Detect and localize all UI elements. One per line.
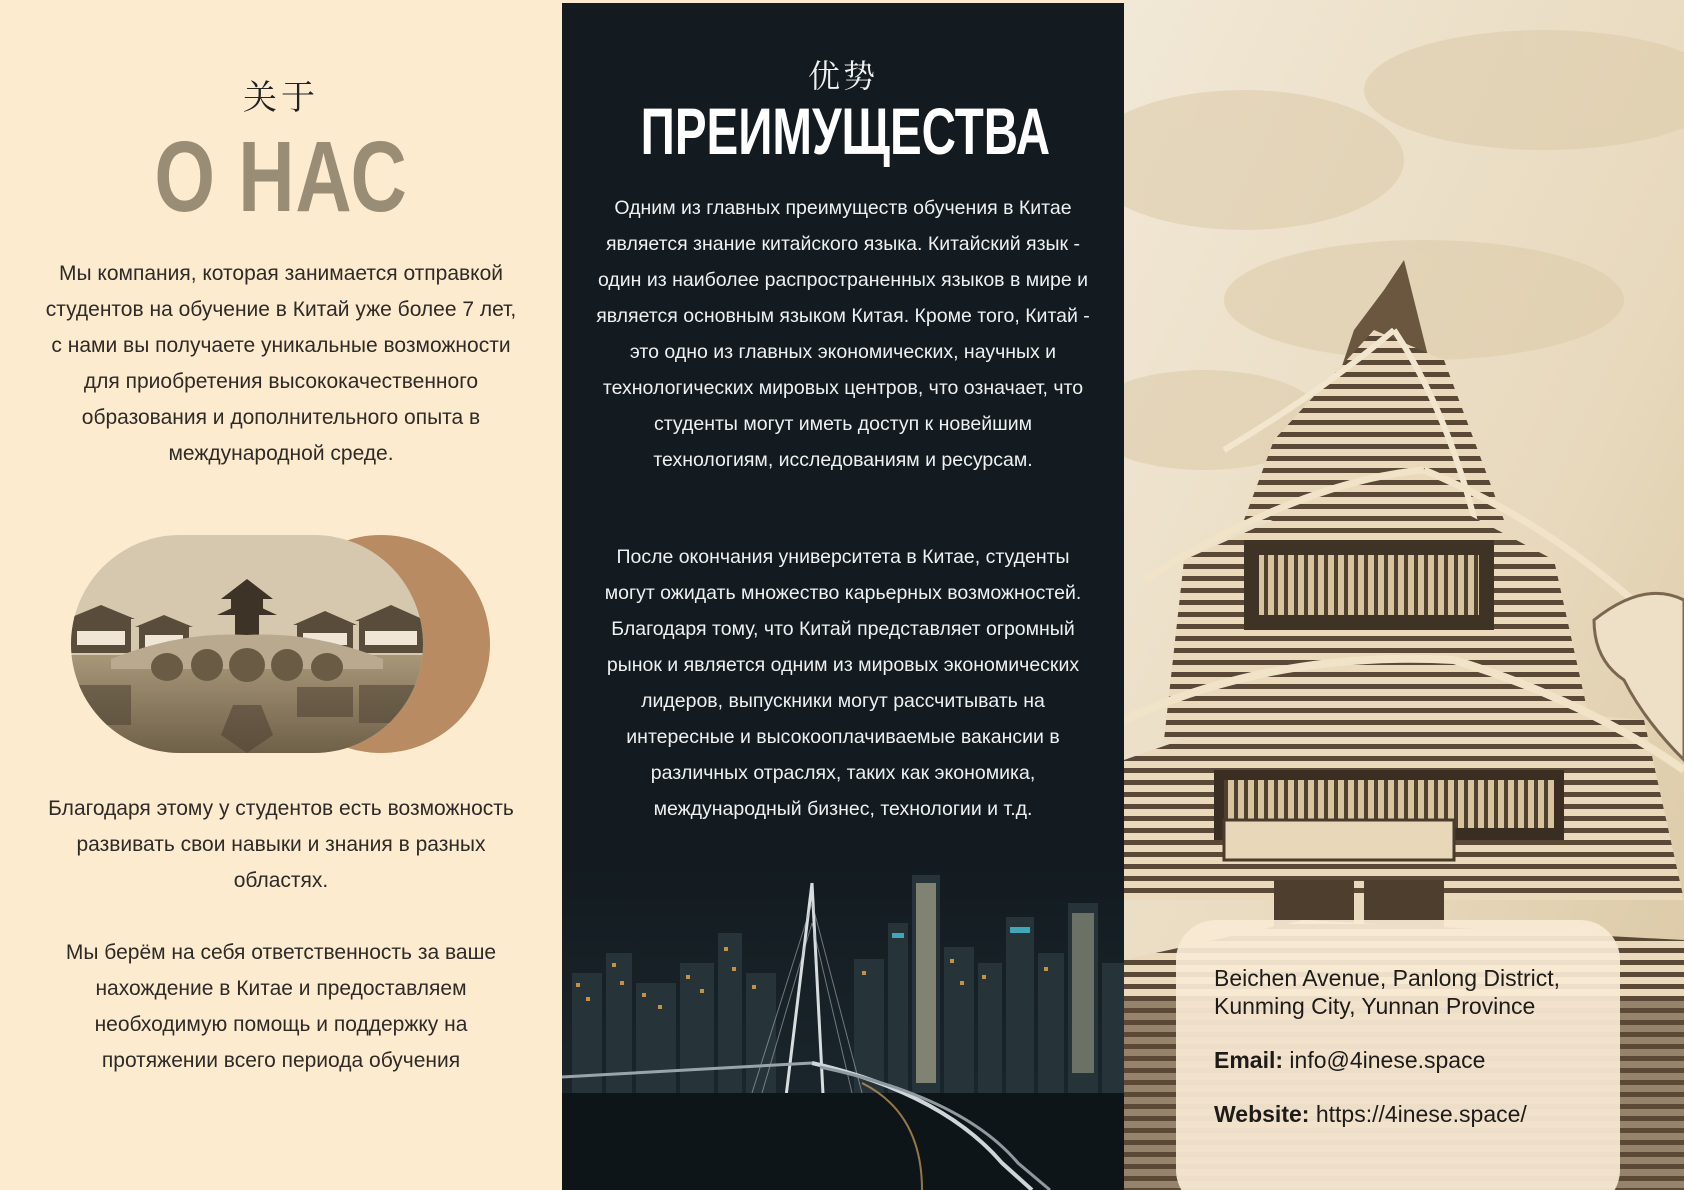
- advantages-chinese-heading: 优势: [807, 57, 878, 95]
- email-link[interactable]: info@4inese.space: [1289, 1047, 1486, 1073]
- bridge-photo: [71, 535, 423, 753]
- about-title: О НАС: [154, 121, 408, 233]
- contact-card: [1176, 920, 1620, 1190]
- city-night-photo: [562, 863, 1124, 1190]
- website-link[interactable]: https://4inese.space/: [1315, 1101, 1527, 1127]
- website-line: [1214, 1100, 1580, 1128]
- about-paragraph-1: Мы компания, которая занимается отправкой студентов на обучение в Китай уже более 7 лет, с нами вы получаете уникальные возможности для приобретения высококачественного образования и дополнительного опыта в международной среде.: [45, 262, 517, 465]
- advantages-title: ПРЕИМУЩЕСТВА: [640, 94, 1051, 168]
- address-text: Beichen Avenue, Panlong District, Kunming City, Yunnan Province: [1214, 965, 1561, 1019]
- contact-panel: [1124, 0, 1684, 1190]
- about-paragraph-2: Благодаря этому у студентов есть возможность развивать свои навыки и знания в разных областях.: [48, 797, 514, 892]
- about-chinese-heading: 关于: [243, 78, 319, 118]
- email-label: Email:: [1214, 1047, 1284, 1073]
- advantages-paragraph-2: После окончания университета в Китае, студенты могут ожидать множество карьерных возможностей. Благодаря тому, что Китай представляет огромный рынок и является одним из мировых экономических лидеров, выпускники могут рассчитывать на интересные и высокооплачиваемые вакансии в различных отраслях, таких как экономика, международный бизнес, технологии и т.д.: [604, 546, 1082, 820]
- email-line: [1214, 1046, 1580, 1074]
- about-panel: [0, 0, 562, 1190]
- about-paragraph-3: Мы берём на себя ответственность за ваше нахождение в Китае и предоставляем необходимую помощь и поддержку на протяжении всего периода обучения: [65, 941, 497, 1072]
- advantages-paragraph-1: Одним из главных преимуществ обучения в Китае является знание китайского языка. Китайский язык - один из наиболее распространенных языков в мире и является основным языком Китая. Кроме того, Китай - это одно из главных экономических, научных и технологических мировых центров, что означает, что студенты могут иметь доступ к новейшим технологиям, исследованиям и ресурсам.: [596, 197, 1090, 471]
- website-label: Website:: [1214, 1101, 1310, 1127]
- advantages-panel: [562, 3, 1124, 1190]
